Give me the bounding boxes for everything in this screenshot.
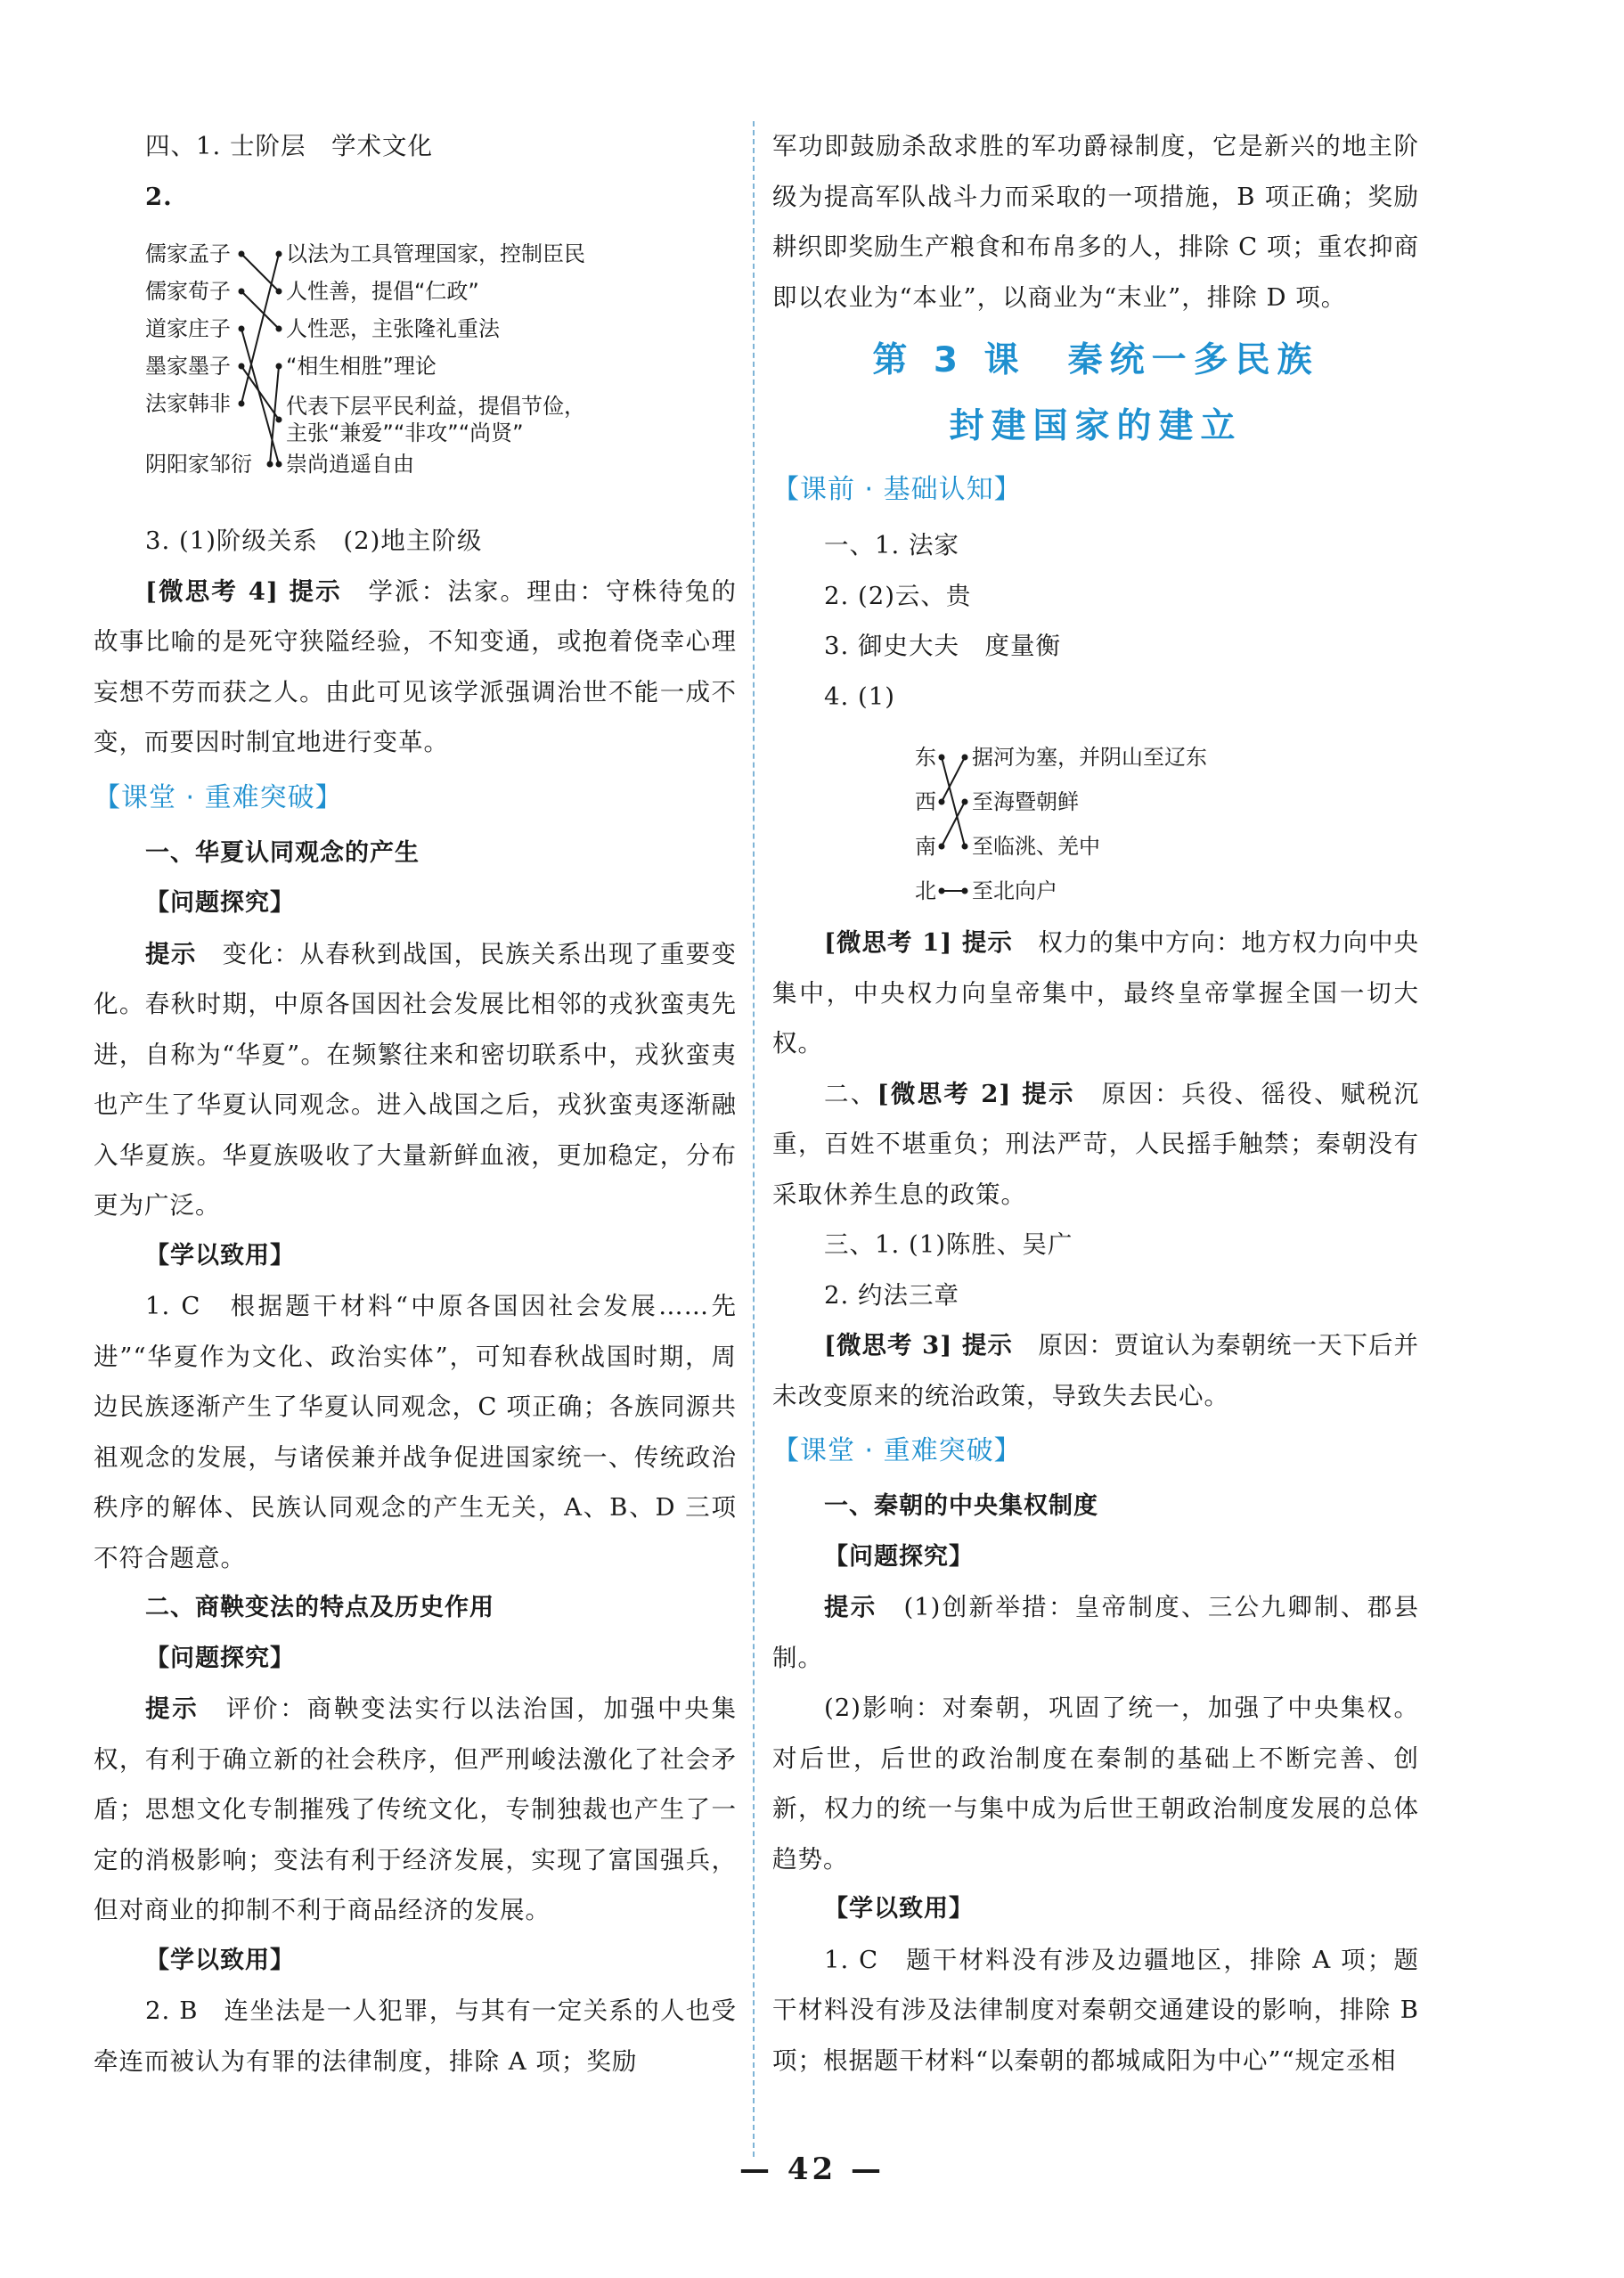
school-label: 儒家孟子 bbox=[145, 241, 231, 266]
explore-label: 【问题探究】 bbox=[145, 1644, 295, 1672]
continued-text: 军功即鼓励杀敌求胜的军功爵禄制度，它是新兴的地主阶级为提高军队战斗力而采取的一项措施，B 项正确；奖励耕织即奖励生产粮食和布帛多的人，排除 C 项；重农抑商即以农业为“本业”，以商业为“末业”，排除 D 项。 bbox=[772, 132, 1419, 312]
explore-text: (1)创新举措：皇帝制度、三公九卿制、郡县制。 bbox=[772, 1593, 1420, 1672]
school-label: 道家庄子 bbox=[145, 316, 231, 341]
school-label: 儒家荀子 bbox=[145, 279, 231, 304]
topic-title: 二、商鞅变法的特点及历史作用 bbox=[145, 1594, 494, 1621]
answer-r4: 4. (1) bbox=[824, 682, 895, 711]
answer-4-1: 四、1. 士阶层 学术文化 bbox=[145, 132, 433, 160]
direction-label: 南 bbox=[915, 834, 936, 859]
explore-label: 【问题探究】 bbox=[824, 1542, 974, 1571]
think-4-label: [微思考 4] 提示 bbox=[145, 576, 342, 606]
apply-text: 1. C 根据题干材料“中原各国因社会发展……先进”“华夏作为文化、政治实体”，可知春秋战国时期，周边民族逐渐产生了华夏认同观念，C 项正确；各族同源共祖观念的发展，与诸侯兼并战争促进国家统一、传统政治秩序的解体、民族认同观念的产生无关，A、B、D 三项不符合题意。 bbox=[94, 1292, 737, 1572]
think-4-text: 学派：法家。理由：守株待兔的故事比喻的是死守狭隘经验，不知变通，或抱着侥幸心理妄想不劳而获之人。由此可见该学派强调治世不能一成不变，而要因时制宜地进行变革。 bbox=[94, 576, 738, 756]
think-2-text: 原因：兵役、徭役、赋税沉重，百姓不堪重负；刑法严苛，人民摇手触禁；秦朝没有采取休养生息的政策。 bbox=[772, 1079, 1420, 1209]
direction-label: 东 bbox=[915, 745, 936, 770]
school-label: 墨家墨子 bbox=[145, 354, 231, 379]
explore-text: (2)影响：对秦朝，巩固了统一，加强了中央集权。对后世，后世的政治制度在秦制的基础上不断完善、创新，权力的统一与集中成为后世王朝政治制度发展的总体趋势。 bbox=[772, 1694, 1419, 1874]
school-label: 阴阳家邹衍 bbox=[145, 452, 252, 477]
think-2-label: [微思考 2] 提示 bbox=[877, 1079, 1075, 1108]
section-prelesson: 【课前 · 基础认知】 bbox=[772, 474, 1022, 505]
column-divider bbox=[753, 121, 755, 2157]
think-3 bbox=[772, 1320, 1419, 1421]
lesson-title-line-2: 封建国家的建立 bbox=[949, 406, 1243, 446]
direction-label: 北 bbox=[915, 878, 936, 903]
idea-label: “相生相胜”理论 bbox=[286, 354, 437, 379]
left-column bbox=[94, 121, 737, 2086]
lesson-title-line-1: 第 3 课 秦统一多民族 bbox=[872, 340, 1319, 380]
think-2 bbox=[772, 1069, 1419, 1221]
idea-label: 崇尚逍遥自由 bbox=[286, 452, 414, 477]
think-1-label: [微思考 1] 提示 bbox=[824, 928, 1013, 957]
extent-label: 至海暨朝鲜 bbox=[972, 789, 1079, 814]
apply-label: 【学以致用】 bbox=[824, 1895, 974, 1923]
idea-label: 代表下层平民利益，提倡节俭， bbox=[286, 394, 585, 419]
idea-label: 人性善，提倡“仁政” bbox=[286, 279, 479, 304]
think-3-label: [微思考 3] 提示 bbox=[824, 1331, 1013, 1359]
answer-r1: 一、1. 法家 bbox=[824, 531, 959, 559]
hint-label: 提示 bbox=[145, 1694, 200, 1723]
topic-title: 一、华夏认同观念的产生 bbox=[145, 838, 420, 867]
explore-text: 评价：商鞅变法实行以法治国，加强中央集权，有利于确立新的社会秩序，但严刑峻法激化了社会矛盾；思想文化专制摧残了传统文化，专制独裁也产生了一定的消极影响；变法有利于经济发展，实现了富国强兵，但对商业的抑制不利于商品经济的发展。 bbox=[94, 1694, 738, 1924]
apply-label: 【学以致用】 bbox=[145, 1946, 295, 1974]
idea-label: 主张“兼爱”“非攻”“尚贤” bbox=[286, 420, 524, 445]
answer-4-2: 2. bbox=[145, 182, 173, 211]
school-label: 法家韩非 bbox=[145, 391, 231, 416]
section-classroom: 【课堂 · 重难突破】 bbox=[772, 1435, 1022, 1466]
extent-label: 至北向户 bbox=[972, 878, 1057, 903]
answer-r3: 3. 御史大夫 度量衡 bbox=[824, 632, 1061, 660]
answer-4-3: 3. (1)阶级关系 (2)地主阶级 bbox=[145, 527, 483, 555]
answer-r6: 2. 约法三章 bbox=[824, 1280, 959, 1310]
think-1 bbox=[772, 918, 1419, 1069]
extent-label: 至临洮、羌中 bbox=[972, 834, 1100, 859]
schools-matching-diagram bbox=[145, 231, 737, 516]
hint-label: 提示 bbox=[145, 939, 197, 968]
section-classroom: 【课堂 · 重难突破】 bbox=[94, 781, 343, 813]
answer-r5: 三、1. (1)陈胜、吴广 bbox=[824, 1230, 1073, 1259]
answer-r2: 2. (2)云、贵 bbox=[824, 581, 972, 610]
explore-paragraph bbox=[94, 929, 737, 1231]
apply-text: 2. B 连坐法是一人犯罪，与其有一定关系的人也受牵连而被认为有罪的法律制度，排除 A 项；奖励 bbox=[94, 1996, 737, 2076]
think-4 bbox=[94, 567, 737, 768]
idea-label: 人性恶，主张隆礼重法 bbox=[286, 316, 500, 341]
page-number: — 42 — bbox=[739, 2151, 885, 2187]
explore-paragraph bbox=[94, 1684, 737, 1936]
right-column bbox=[772, 121, 1419, 2086]
think-1-text: 权力的集中方向：地方权力向中央集中，中央权力向皇帝集中，最终皇帝掌握全国一切大权。 bbox=[772, 928, 1420, 1057]
extent-label: 据河为塞，并阴山至辽东 bbox=[972, 745, 1207, 770]
apply-text: 1. C 题干材料没有涉及边疆地区，排除 A 项；题干材料没有涉及法律制度对秦朝交通建设的影响，排除 B 项；根据题干材料“以秦朝的都城咸阳为中心”“规定丞相 bbox=[772, 1945, 1419, 2075]
explore-label: 【问题探究】 bbox=[145, 889, 295, 917]
territory-matching-diagram bbox=[915, 731, 1419, 918]
think-2-prefix: 二、 bbox=[824, 1079, 877, 1108]
think-3-text: 原因：贾谊认为秦朝统一天下后并未改变原来的统治政策，导致失去民心。 bbox=[772, 1331, 1420, 1410]
idea-label: 以法为工具管理国家，控制臣民 bbox=[286, 241, 585, 266]
explore-text: 变化：从春秋到战国，民族关系出现了重要变化。春秋时期，中原各国因社会发展比相邻的戎狄蛮夷先进，自称为“华夏”。在频繁往来和密切联系中，戎狄蛮夷也产生了华夏认同观念。进入战国之后，戎狄蛮夷逐渐融入华夏族。华夏族吸收了大量新鲜血液，更加稳定，分布更为广泛。 bbox=[94, 939, 738, 1220]
explore-paragraph bbox=[772, 1582, 1419, 1683]
hint-label: 提示 bbox=[824, 1593, 877, 1621]
direction-label: 西 bbox=[915, 789, 936, 814]
apply-label: 【学以致用】 bbox=[145, 1241, 295, 1270]
topic-title: 一、秦朝的中央集权制度 bbox=[824, 1492, 1098, 1520]
